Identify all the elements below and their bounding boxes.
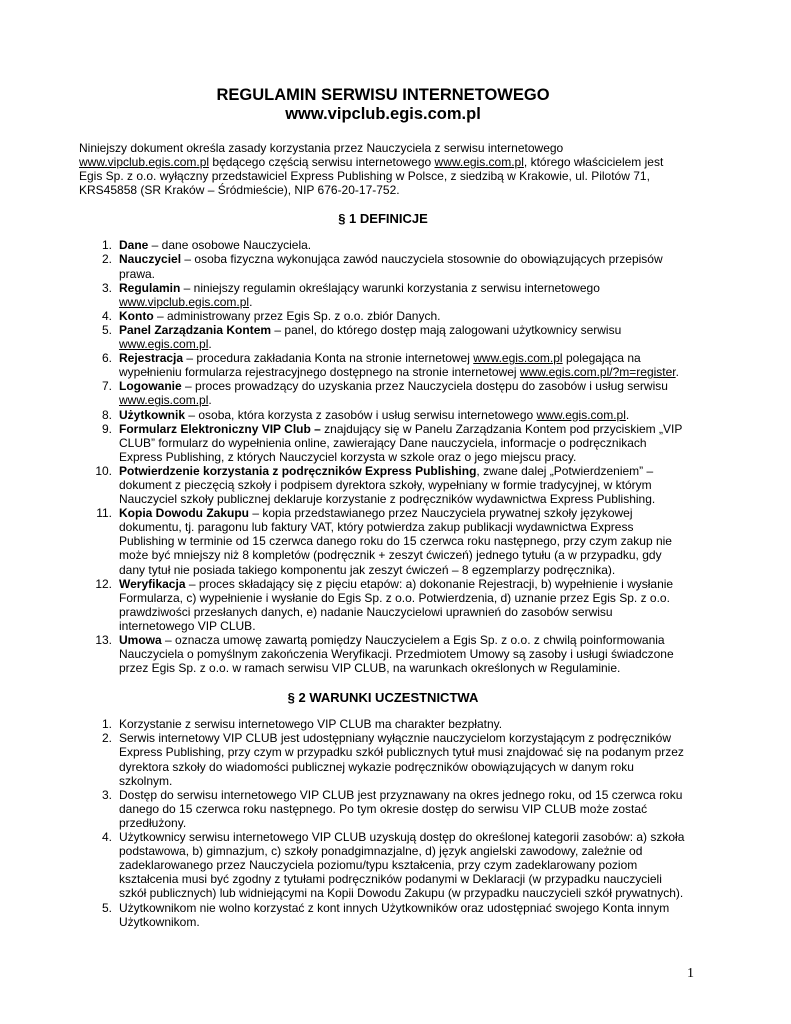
item-number: 4. (101, 830, 112, 845)
condition-text: Korzystanie z serwisu internetowego VIP CLUB ma charakter bezpłatny. (119, 717, 503, 732)
list-item (79, 252, 687, 280)
intro-paragraph (79, 141, 687, 197)
item-number: 2. (101, 731, 112, 746)
item-number: 2. (101, 252, 112, 267)
intro-text-3: , którego właścicielem jest Egis Sp. z o.o. wyłączny przedstawiciel Express Publishing w Polsce, z siedzibą w Krakowie, ul. Pilotów 71, KRS45858 (SR Kraków – Śródmieście), NIP 676-20-17-752. (79, 155, 664, 198)
list-item (79, 281, 687, 309)
title-line-2: www.vipclub.egis.com.pl (285, 105, 481, 123)
definition-text: – procedura zakładania Konta na stronie internetowej (183, 351, 474, 366)
list-item (79, 717, 687, 731)
definition-text: – niniejszy regulamin określający warunki korzystania z serwisu internetowego (180, 280, 600, 295)
item-number: 5. (101, 322, 112, 337)
item-number: 12. (95, 576, 112, 591)
definition-term: Weryfikacja (119, 576, 186, 591)
list-item (79, 323, 687, 351)
definition-term: Nauczyciel (119, 252, 182, 267)
document-title (79, 86, 687, 124)
definition-text: – osoba, która korzysta z zasobów i usług serwisu internetowego (185, 407, 537, 422)
definition-term: Kopia Dowodu Zakupu (119, 506, 249, 521)
definition-term: Regulamin (119, 280, 181, 295)
section-2-heading: § 2 WARUNKI UCZESTNICTWA (287, 690, 479, 706)
item-number: 11. (96, 506, 112, 521)
item-number: 6. (101, 351, 112, 366)
definition-text: – kopia przedstawianego przez Nauczyciela prywatnej szkoły językowej dokumentu, tj. paragonu lub faktury VAT, który potwierdza zakup publikacji wydawnictwa Express Publishing w terminie od 15 czerwca danego roku do 15 czerwca roku następnego, przy czym zakup nie może być mniejszy niż 8 kompletów (podręcznik + zeszyt ćwiczeń) jednego tytułu (a w przypadku, gdy dany tytuł nie posiada takiego komponentu jak zeszyt ćwiczeń – 8 egzemplarzy podręcznika). (119, 506, 672, 577)
condition-text: Serwis internetowy VIP CLUB jest udostępniany wyłącznie nauczycielom korzystającym z podręczników Express Publishing, przy czym w przypadku szkół publicznych tytuł musi znajdować się na podanym przez dyrektora szkoły do wiadomości publicznej wykazie podręczników obowiązujących w danym roku szkolnym. (119, 731, 684, 788)
definition-term: Użytkownik (119, 407, 186, 422)
definition-term: Umowa (119, 633, 162, 647)
item-number: 1. (101, 717, 112, 732)
list-item (79, 506, 687, 576)
definition-text: – proces prowadzący do uzyskania przez Nauczyciela dostępu do zasobów i usług serwisu (181, 379, 668, 394)
item-number: 8. (101, 407, 112, 422)
item-number: 5. (101, 900, 112, 915)
definition-term: Konto (119, 308, 154, 323)
item-number: 7. (101, 379, 112, 394)
definitions-list (79, 238, 687, 675)
item-number: 10. (95, 463, 112, 478)
definition-term: Panel Zarządzania Kontem (119, 322, 272, 337)
condition-text: Użytkownikom nie wolno korzystać z kont innych Użytkowników oraz udostępniać swojego Konta innym Użytkownikom. (119, 900, 670, 929)
definition-term: Potwierdzenie korzystania z podręczników Express Publishing (119, 463, 477, 478)
item-number: 1. (101, 238, 112, 253)
definition-text: – osoba fizyczna wykonująca zawód nauczyciela stosownie do obowiązujących przepisów prawa. (119, 252, 663, 281)
definition-text: . (208, 337, 212, 352)
item-number: 3. (101, 280, 112, 295)
definition-text: . (675, 365, 679, 380)
definition-term: Formularz Elektroniczny VIP Club – (119, 421, 321, 436)
title-line-1: REGULAMIN SERWISU INTERNETOWEGO (216, 86, 550, 104)
list-item (79, 238, 687, 252)
definition-text: . (249, 294, 253, 309)
egis-link[interactable]: www.egis.com.pl (119, 393, 209, 408)
egis-link[interactable]: www.egis.com.pl (434, 155, 524, 170)
list-item (79, 309, 687, 323)
list-item (79, 351, 687, 379)
definition-text: polegająca na wypełnieniu formularza rejestracyjnego dostępnego na stronie internetowej (119, 351, 641, 380)
page-number: 1 (687, 966, 694, 981)
definition-text: – dane osobowe Nauczyciela. (148, 238, 312, 253)
document-content (79, 86, 687, 929)
conditions-list (79, 717, 687, 928)
list-item (79, 731, 687, 787)
item-number: 9. (101, 421, 112, 436)
item-number: 13. (95, 633, 112, 647)
condition-text: Dostęp do serwisu internetowego VIP CLUB jest przyznawany na okres jednego roku, od 15 czerwca roku danego do 15 czerwca roku następnego. Po tym okresie dostęp do serwisu VIP CLUB może zostać przedłużony. (119, 787, 683, 830)
egis-link[interactable]: www.egis.com.pl (473, 351, 563, 366)
definition-text: – administrowany przez Egis Sp. z o.o. zbiór Danych. (153, 308, 441, 323)
list-item (79, 633, 687, 675)
list-item (79, 830, 687, 900)
egis-link[interactable]: www.egis.com.pl (536, 407, 626, 422)
egis-link[interactable]: www.egis.com.pl (119, 337, 209, 352)
list-item (79, 408, 687, 422)
list-item (79, 788, 687, 830)
definition-term: Dane (119, 238, 149, 253)
register-link[interactable]: www.egis.com.pl/?m=register (519, 365, 676, 380)
vipclub-link[interactable]: www.vipclub.egis.com.pl (119, 294, 250, 309)
condition-text: Użytkownicy serwisu internetowego VIP CLUB uzyskują dostęp do określonej kategorii zasobów: a) szkoła podstawowa, b) gimnazjum, c) szkoły ponadgimnazjalne, d) język angielski zawodowy, zależnie od zadeklarowanego przez Nauczyciela poziomu/typu kształcenia, przy czym zadeklarowany poziom kształcenia musi być zgodny z tytułami podręczników podanymi w Deklaracji (w przypadku nauczycieli szkół publicznych) lub widniejącymi na Kopii Dowodu Zakupu (w przypadku nauczycieli szkół prywatnych). (119, 830, 685, 901)
list-item (79, 901, 687, 929)
definition-text: , zwane dalej „Potwierdzeniem” – dokument z pieczęcią szkoły i podpisem dyrektora szkoły, wypełniany w formie tradycyjnej, w którym Nauczyciel szkoły publicznej deklaruje korzystanie z podręczników wydawnictwa Express Publishing. (119, 463, 656, 507)
intro-text-1: Niniejszy dokument określa zasady korzystania przez Nauczyciela z serwisu internetowego (79, 141, 564, 155)
list-item (79, 379, 687, 407)
section-1-heading: § 1 DEFINICJE (338, 211, 428, 227)
definition-text: . (208, 393, 212, 408)
list-item (79, 422, 687, 464)
definition-text: znajdujący się w Panelu Zarządzania Kontem pod przyciskiem „VIP CLUB” formularz do wypełnienia online, zawierający Dane nauczyciela, informacje o podręcznikach Express Publishing, z których Nauczyciel korzysta w szkole oraz o jego miejscu pracy. (119, 421, 683, 464)
definition-term: Logowanie (119, 379, 182, 394)
item-number: 4. (101, 308, 112, 323)
definition-text: . (625, 407, 630, 422)
definition-text: – panel, do którego dostęp mają zalogowani użytkownicy serwisu (271, 322, 622, 337)
item-number: 3. (101, 787, 112, 802)
definition-term: Rejestracja (119, 351, 184, 366)
intro-text-2: będącego częścią serwisu internetowego (209, 155, 435, 170)
list-item (79, 577, 687, 633)
definition-text: – oznacza umowę zawartą pomiędzy Nauczycielem a Egis Sp. z o.o. z chwilą poinformowania Nauczyciela o pomyślnym zakończenia Weryfikacji. Przedmiotem Umowy są zasoby i usługi świadczone przez Egis Sp. z o.o. w ramach serwisu VIP CLUB, na warunkach określonych w Regulaminie. (119, 633, 674, 676)
list-item (79, 464, 687, 506)
vipclub-link[interactable]: www.vipclub.egis.com.pl (79, 155, 210, 170)
definition-text: – proces składający się z pięciu etapów: a) dokonanie Rejestracji, b) wypełnienie i wysłanie Formularza, c) wypełnienie i wysłanie do Egis Sp. z o.o. Potwierdzenia, d) uznanie przez Egis Sp. z o.o. prawdziwości przesłanych danych, e) nadanie Nauczycielowi uprawnień do zasobów serwisu internetowego VIP CLUB. (119, 576, 674, 633)
